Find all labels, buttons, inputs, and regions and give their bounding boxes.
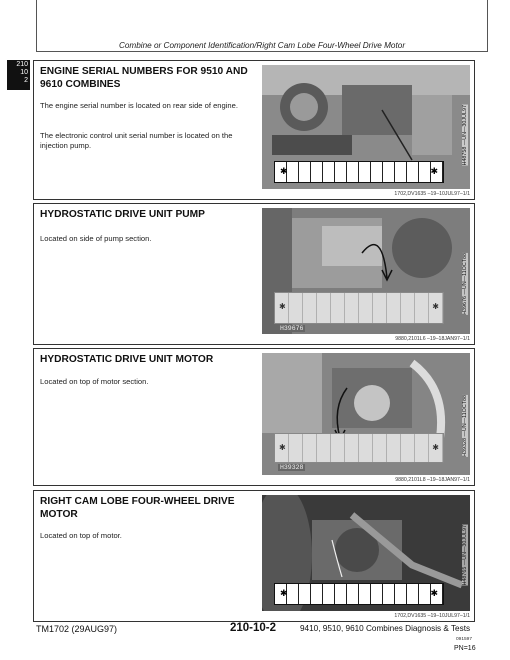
tab-line: 210 [16,61,28,68]
image-code: H39676 —UN—11OCT88 [462,253,468,315]
paragraph: Located on side of pump section. [40,234,152,243]
plate-stamp: H39328 [280,464,304,471]
image-code: H39328 —UN—11OCT88 [462,395,468,457]
serial-number-box [274,161,444,183]
reference-code: 9880,2101L8 –19–18JAN97–1/1 [395,477,470,483]
plate-stamp: H39676 [280,325,304,332]
reference-code: 1702,DV1635 –19–10JUL97–1/1 [394,613,470,619]
paragraph: The engine serial number is located on rear side of engine. [40,101,238,110]
serial-number-box [274,583,444,605]
section-tab [7,60,30,90]
paragraph: The electronic control unit serial number is located on the injection pump. [40,131,233,150]
star-icon: ✱ [280,588,288,598]
section-heading: HYDROSTATIC DRIVE UNIT PUMP [40,209,205,220]
page-number: 210-10-2 [230,622,277,634]
star-icon: ✱ [432,443,439,452]
image-code: H48765 —UN—30JUL97 [462,525,468,586]
section-engine-serial [33,60,475,200]
heading-line: RIGHT CAM LOBE FOUR-WHEEL DRIVE [40,496,235,507]
section-heading: HYDROSTATIC DRIVE UNIT MOTOR [40,354,214,365]
page-title: Combine or Component Identification/Right Cam Lobe Four-Wheel Drive Motor [118,41,406,50]
tab-line: 2 [24,77,28,84]
manual-number: TM1702 (29AUG97) [36,624,118,634]
image-code: H48758 —UN—30JUL97 [462,105,468,166]
star-icon: ✱ [280,166,288,176]
heading-line: 9610 COMBINES [40,78,121,90]
section-hydro-motor [33,348,475,486]
motor-photo [262,353,470,475]
section-heading [40,66,255,91]
print-date: 091597 [456,637,473,642]
pn-number: PN=16 [454,645,476,652]
heading-line: MOTOR [40,508,78,520]
section-four-wheel-drive-motor [33,490,475,622]
section-heading [40,496,255,521]
heading-line: ENGINE SERIAL NUMBERS FOR 9510 AND [40,66,248,77]
section-hydro-pump [33,203,475,345]
fwd-motor-photo [262,495,470,611]
reference-code: 9880,2101L6 –19–18JAN97–1/1 [395,336,470,342]
engine-photo [262,65,470,189]
page-header [36,0,488,52]
id-plate [274,292,444,332]
tab-line: 10 [20,69,28,76]
star-icon: ✱ [432,302,439,311]
star-icon: ✱ [279,443,286,452]
paragraph: Located on top of motor section. [40,377,149,386]
star-icon: ✱ [279,302,286,311]
reference-code: 1702,DV1635 –19–10JUL97–1/1 [394,191,470,197]
id-plate [274,433,444,471]
paragraph: Located on top of motor. [40,531,122,540]
manual-title: 9410, 9510, 9610 Combines Diagnosis & Tests [300,624,471,633]
star-icon: ✱ [430,588,438,598]
pump-photo [262,208,470,334]
star-icon: ✱ [430,166,438,176]
